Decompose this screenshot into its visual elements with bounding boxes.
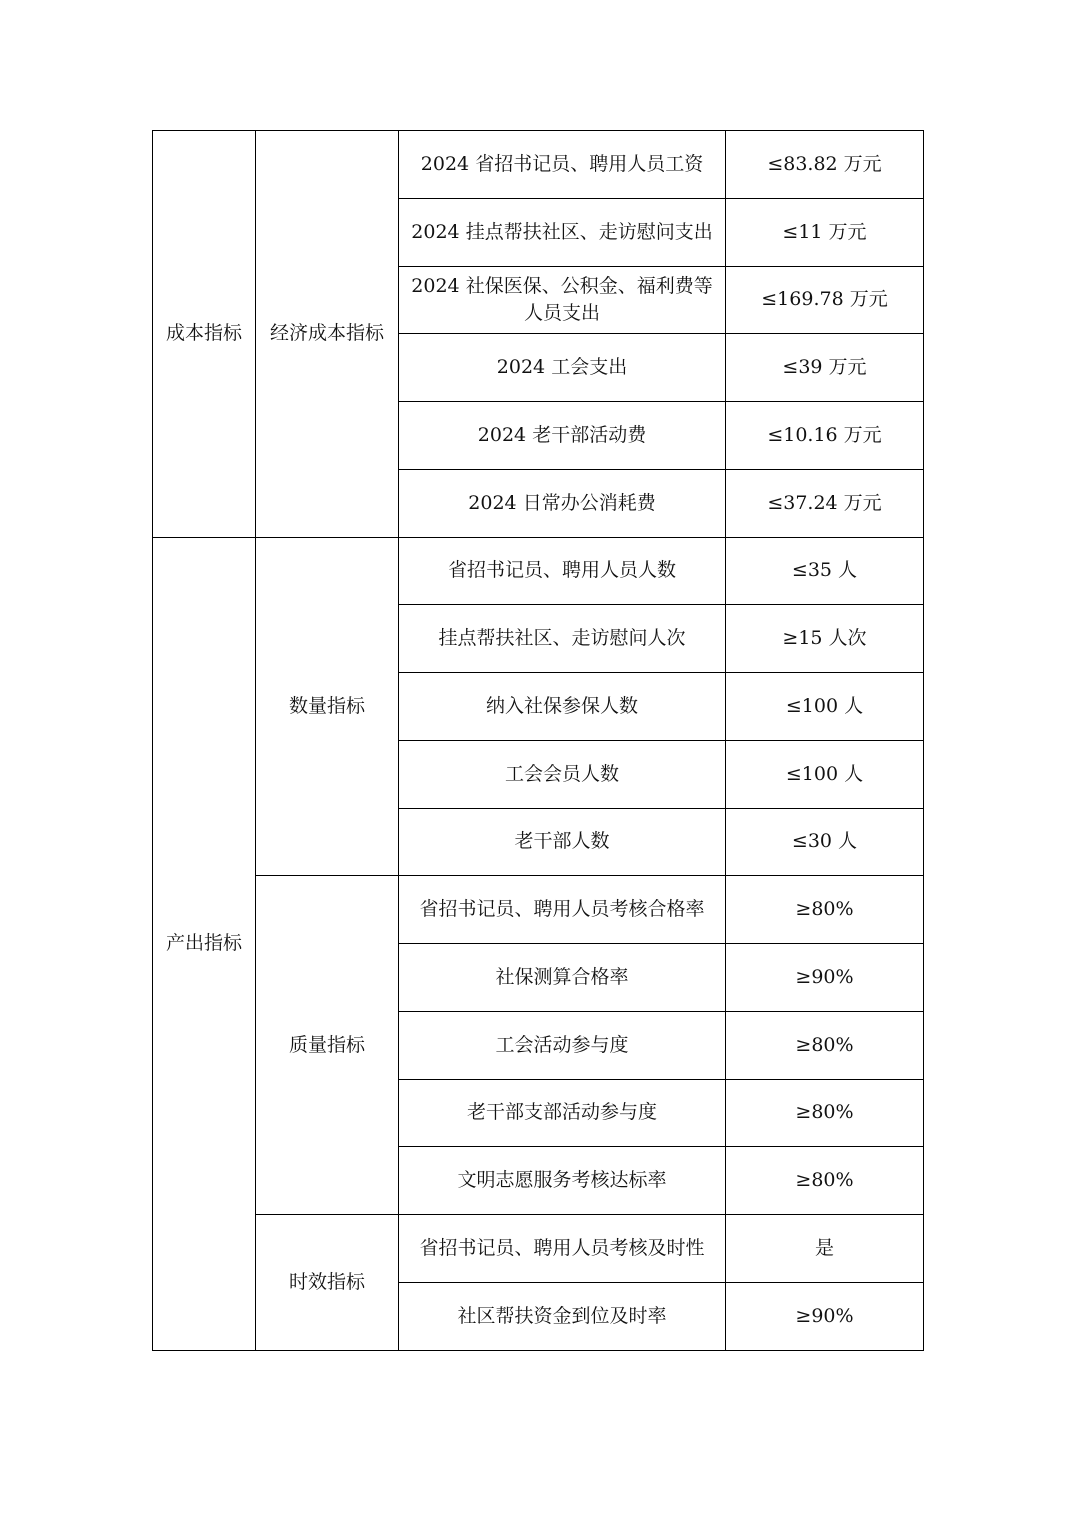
indicator-value: ≤30 人 xyxy=(726,808,924,876)
subgroup-quality-cell: 质量指标 xyxy=(256,876,399,1215)
group-output-cell: 产出指标 xyxy=(153,537,256,1350)
indicator-value: ≥80% xyxy=(726,1079,924,1147)
indicator-name: 文明志愿服务考核达标率 xyxy=(399,1147,726,1215)
indicator-name: 社保测算合格率 xyxy=(399,944,726,1012)
subgroup-quantity-cell: 数量指标 xyxy=(256,537,399,876)
table-row xyxy=(153,1215,924,1283)
indicator-value: ≤100 人 xyxy=(726,673,924,741)
indicator-name: 老干部人数 xyxy=(399,808,726,876)
indicator-value: ≤11 万元 xyxy=(726,198,924,266)
indicator-value: ≤39 万元 xyxy=(726,334,924,402)
subgroup-economic-cell: 经济成本指标 xyxy=(256,131,399,538)
indicator-name: 2024 工会支出 xyxy=(399,334,726,402)
indicator-name: 工会活动参与度 xyxy=(399,1011,726,1079)
indicator-name: 老干部支部活动参与度 xyxy=(399,1079,726,1147)
indicator-name: 2024 社保医保、公积金、福利费等人员支出 xyxy=(399,266,726,334)
table-row xyxy=(153,537,924,605)
indicator-name: 省招书记员、聘用人员人数 xyxy=(399,537,726,605)
indicator-name: 纳入社保参保人数 xyxy=(399,673,726,741)
indicator-name: 挂点帮扶社区、走访慰问人次 xyxy=(399,605,726,673)
indicator-value: ≥15 人次 xyxy=(726,605,924,673)
indicator-value: ≤100 人 xyxy=(726,740,924,808)
indicator-value: ≥80% xyxy=(726,876,924,944)
table-row xyxy=(153,876,924,944)
indicator-name: 省招书记员、聘用人员考核及时性 xyxy=(399,1215,726,1283)
indicator-value: ≤35 人 xyxy=(726,537,924,605)
indicator-value: ≤169.78 万元 xyxy=(726,266,924,334)
indicator-value: ≥80% xyxy=(726,1147,924,1215)
indicator-name: 2024 省招书记员、聘用人员工资 xyxy=(399,131,726,199)
indicator-name: 2024 日常办公消耗费 xyxy=(399,469,726,537)
indicator-name: 社区帮扶资金到位及时率 xyxy=(399,1282,726,1350)
indicator-value: 是 xyxy=(726,1215,924,1283)
indicator-name: 省招书记员、聘用人员考核合格率 xyxy=(399,876,726,944)
performance-indicator-table xyxy=(152,130,924,1351)
indicator-value: ≤83.82 万元 xyxy=(726,131,924,199)
indicator-name: 工会会员人数 xyxy=(399,740,726,808)
subgroup-timeliness-cell: 时效指标 xyxy=(256,1215,399,1351)
indicator-value: ≥90% xyxy=(726,944,924,1012)
indicator-name: 2024 老干部活动费 xyxy=(399,402,726,470)
indicator-value: ≤37.24 万元 xyxy=(726,469,924,537)
group-cost-cell: 成本指标 xyxy=(153,131,256,538)
indicator-name: 2024 挂点帮扶社区、走访慰问支出 xyxy=(399,198,726,266)
indicator-value: ≤10.16 万元 xyxy=(726,402,924,470)
table-row xyxy=(153,131,924,199)
indicator-value: ≥80% xyxy=(726,1011,924,1079)
indicator-value: ≥90% xyxy=(726,1282,924,1350)
